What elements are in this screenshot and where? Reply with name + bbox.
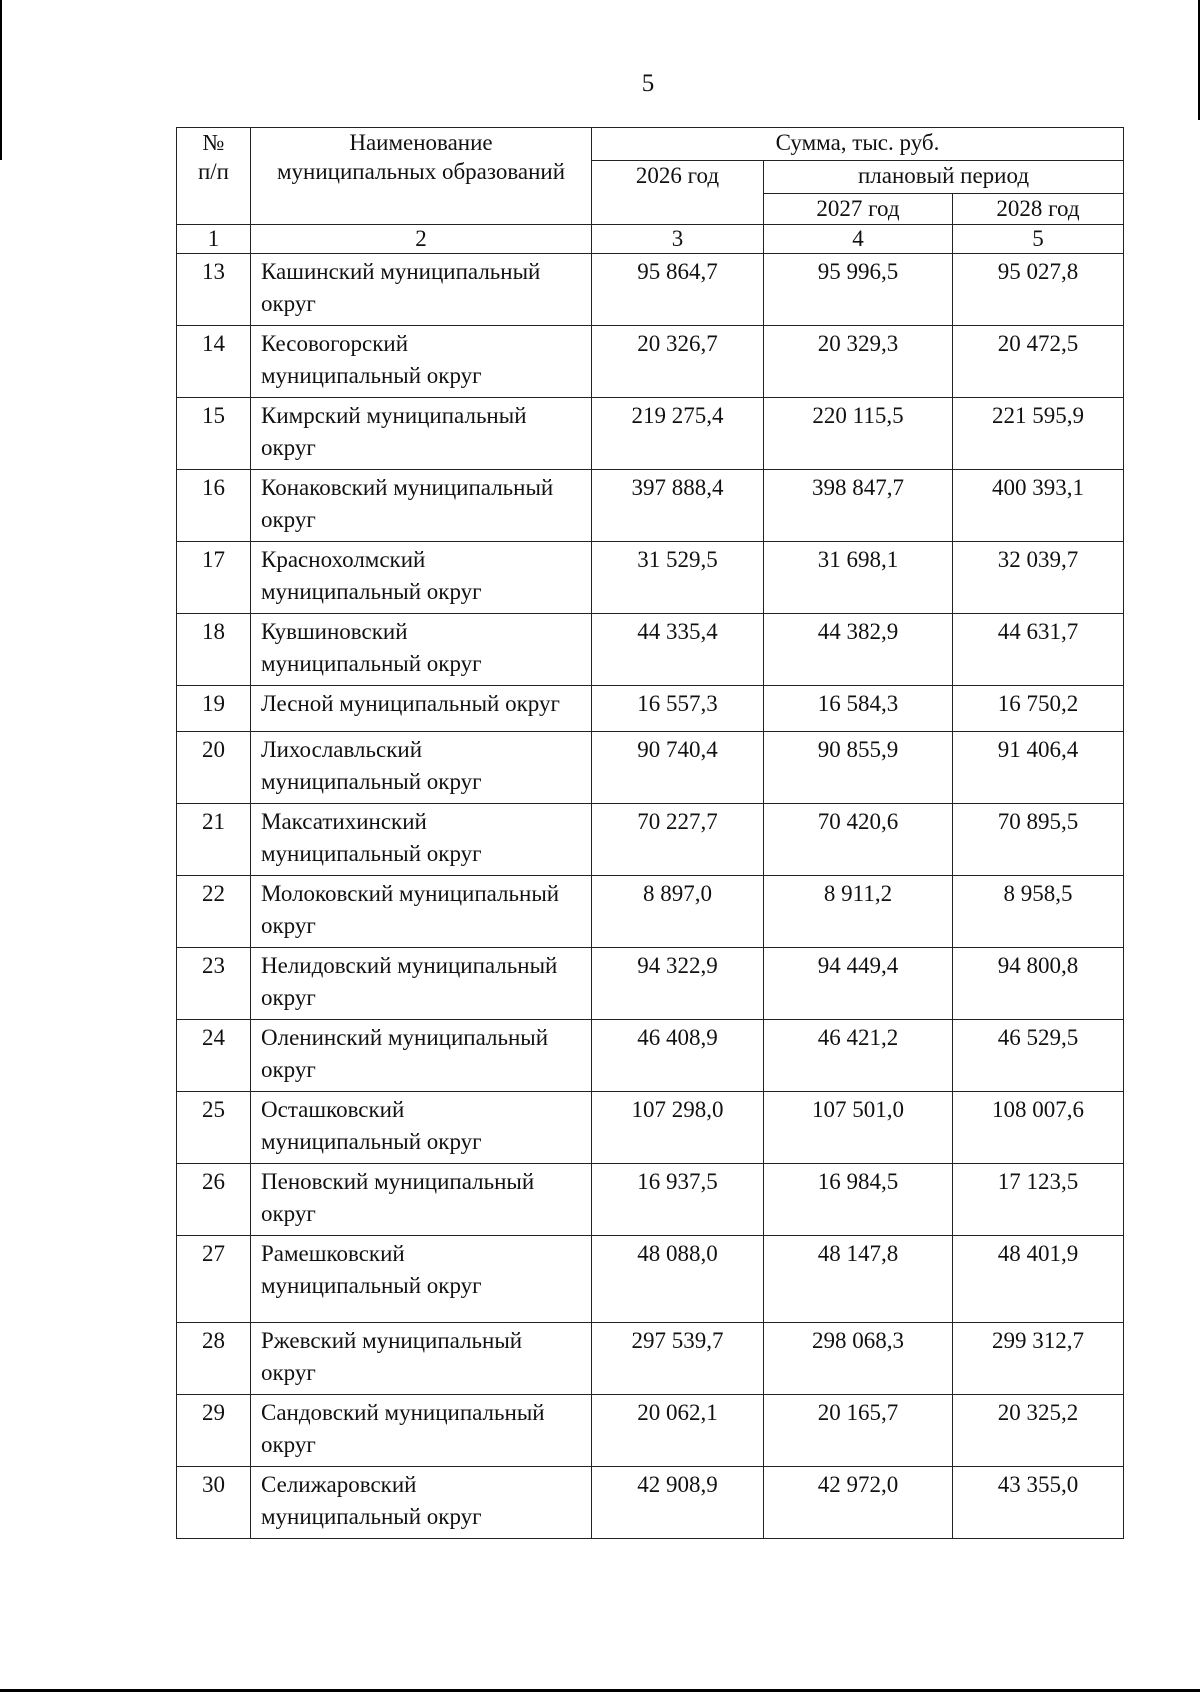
municipality-name-line2: муниципальный округ: [261, 579, 482, 604]
value-2027: 20 329,3: [764, 326, 953, 398]
municipality-name-line1: Конаковский муниципальный: [261, 475, 554, 500]
row-number: 17: [177, 542, 251, 614]
value-2028: 32 039,7: [953, 542, 1124, 614]
row-number: 15: [177, 398, 251, 470]
header-year-2028: 2028 год: [953, 194, 1124, 225]
municipality-name-line1: Пеновский муниципальный: [261, 1169, 535, 1194]
value-2028: 400 393,1: [953, 470, 1124, 542]
municipality-name-line2: муниципальный округ: [261, 1504, 482, 1529]
value-2027: 220 115,5: [764, 398, 953, 470]
municipality-name-line1: Молоковский муниципальный: [261, 881, 560, 906]
value-2028: 221 595,9: [953, 398, 1124, 470]
value-2026: 397 888,4: [592, 470, 764, 542]
value-2026: 8 897,0: [592, 876, 764, 948]
table-row: [177, 1020, 1124, 1092]
header-name-line2: муниципальных образований: [276, 159, 566, 184]
row-number: 27: [177, 1236, 251, 1323]
municipality-name: [251, 876, 592, 948]
municipality-name-line1: Кесовогорский: [261, 331, 409, 356]
value-2027: 48 147,8: [764, 1236, 953, 1323]
page-number: 5: [641, 70, 655, 97]
table-row: [177, 1092, 1124, 1164]
value-2027: 8 911,2: [764, 876, 953, 948]
value-2028: 8 958,5: [953, 876, 1124, 948]
value-2028: 48 401,9: [953, 1236, 1124, 1323]
value-2026: 107 298,0: [592, 1092, 764, 1164]
municipality-name: [251, 686, 592, 732]
column-index-row: [177, 225, 1124, 254]
table-row: [177, 1323, 1124, 1395]
value-2026: 42 908,9: [592, 1467, 764, 1539]
value-2026: 95 864,7: [592, 254, 764, 326]
header-year-2027: 2027 год: [764, 194, 953, 225]
municipality-name-line1: Нелидовский муниципальный: [261, 953, 558, 978]
table-row: [177, 614, 1124, 686]
municipality-name-line2: муниципальный округ: [261, 1273, 482, 1298]
row-number: 28: [177, 1323, 251, 1395]
row-number: 30: [177, 1467, 251, 1539]
municipality-name-line2: муниципальный округ: [261, 1129, 482, 1154]
table-body: [177, 254, 1124, 1539]
municipality-name: [251, 1164, 592, 1236]
municipality-name-line2: округ: [261, 1201, 316, 1226]
value-2027: 16 584,3: [764, 686, 953, 732]
table-row: [177, 1236, 1124, 1323]
table-row: [177, 686, 1124, 732]
header-name-line1: Наименование: [349, 130, 493, 155]
value-2027: 298 068,3: [764, 1323, 953, 1395]
row-number: 19: [177, 686, 251, 732]
value-2026: 16 937,5: [592, 1164, 764, 1236]
municipality-name-line1: Лихославльский: [261, 737, 423, 762]
table-row: [177, 1467, 1124, 1539]
value-2026: 48 088,0: [592, 1236, 764, 1323]
municipality-name-line1: Краснохолмский: [261, 547, 426, 572]
municipality-name-line1: Кувшиновский: [261, 619, 408, 644]
value-2028: 44 631,7: [953, 614, 1124, 686]
municipality-name-line2: округ: [261, 435, 316, 460]
municipality-name: [251, 804, 592, 876]
table-row: [177, 732, 1124, 804]
municipality-name-line1: Селижаровский: [261, 1472, 417, 1497]
row-number: 26: [177, 1164, 251, 1236]
table-row: [177, 254, 1124, 326]
column-index: 2: [251, 225, 592, 254]
row-number: 18: [177, 614, 251, 686]
value-2027: 16 984,5: [764, 1164, 953, 1236]
municipality-name-line2: муниципальный округ: [261, 651, 482, 676]
header-num: [177, 128, 251, 225]
value-2027: 398 847,7: [764, 470, 953, 542]
municipality-name: [251, 398, 592, 470]
municipality-name-line1: Кимрский муниципальный: [261, 403, 527, 428]
value-2028: 94 800,8: [953, 948, 1124, 1020]
municipality-name-line1: Кашинский муниципальный: [261, 259, 541, 284]
municipality-name: [251, 470, 592, 542]
value-2026: 90 740,4: [592, 732, 764, 804]
value-2027: 31 698,1: [764, 542, 953, 614]
column-index: 5: [953, 225, 1124, 254]
table-row: [177, 1395, 1124, 1467]
row-number: 16: [177, 470, 251, 542]
value-2026: 20 326,7: [592, 326, 764, 398]
municipality-name-line2: округ: [261, 291, 316, 316]
municipality-name-line2: муниципальный округ: [261, 363, 482, 388]
value-2028: 91 406,4: [953, 732, 1124, 804]
value-2028: 16 750,2: [953, 686, 1124, 732]
municipality-name: [251, 1467, 592, 1539]
municipality-name-line1: Максатихинский: [261, 809, 427, 834]
header-num-line2: п/п: [197, 159, 229, 184]
row-number: 13: [177, 254, 251, 326]
header-year-2026: 2026 год: [592, 161, 764, 225]
value-2027: 46 421,2: [764, 1020, 953, 1092]
value-2028: 95 027,8: [953, 254, 1124, 326]
value-2027: 42 972,0: [764, 1467, 953, 1539]
row-number: 25: [177, 1092, 251, 1164]
row-number: 22: [177, 876, 251, 948]
table-row: [177, 1164, 1124, 1236]
municipality-name-line1: Сандовский муниципальный: [261, 1400, 545, 1425]
table-row: [177, 804, 1124, 876]
municipality-name: [251, 948, 592, 1020]
municipality-name-line2: округ: [261, 1057, 316, 1082]
table-row: [177, 876, 1124, 948]
municipality-name-line2: округ: [261, 507, 316, 532]
value-2027: 94 449,4: [764, 948, 953, 1020]
municipality-name: [251, 254, 592, 326]
value-2027: 44 382,9: [764, 614, 953, 686]
municipality-name: [251, 1323, 592, 1395]
value-2026: 46 408,9: [592, 1020, 764, 1092]
value-2028: 108 007,6: [953, 1092, 1124, 1164]
row-number: 23: [177, 948, 251, 1020]
header-sum: Сумма, тыс. руб.: [592, 128, 1124, 161]
municipality-name: [251, 1395, 592, 1467]
value-2027: 90 855,9: [764, 732, 953, 804]
value-2027: 20 165,7: [764, 1395, 953, 1467]
row-number: 20: [177, 732, 251, 804]
column-index: 4: [764, 225, 953, 254]
value-2026: 70 227,7: [592, 804, 764, 876]
value-2028: 17 123,5: [953, 1164, 1124, 1236]
row-number: 21: [177, 804, 251, 876]
column-index: 1: [177, 225, 251, 254]
row-number: 24: [177, 1020, 251, 1092]
value-2028: 20 325,2: [953, 1395, 1124, 1467]
municipality-name-line2: округ: [261, 985, 316, 1010]
row-number: 14: [177, 326, 251, 398]
municipality-name-line1: Рамешковский: [261, 1241, 405, 1266]
table-header: [177, 128, 1124, 254]
municipality-name-line2: округ: [261, 1432, 316, 1457]
municipality-name-line2: муниципальный округ: [261, 769, 482, 794]
value-2028: 299 312,7: [953, 1323, 1124, 1395]
value-2026: 297 539,7: [592, 1323, 764, 1395]
municipality-name: [251, 1092, 592, 1164]
value-2028: 20 472,5: [953, 326, 1124, 398]
budget-table: [176, 127, 1124, 1539]
table-row: [177, 326, 1124, 398]
value-2026: 16 557,3: [592, 686, 764, 732]
table-row: [177, 542, 1124, 614]
value-2028: 43 355,0: [953, 1467, 1124, 1539]
header-planning-period: плановый период: [764, 161, 1124, 194]
value-2028: 70 895,5: [953, 804, 1124, 876]
municipality-name: [251, 1236, 592, 1323]
municipality-name: [251, 542, 592, 614]
municipality-name-line2: муниципальный округ: [261, 841, 482, 866]
value-2026: 44 335,4: [592, 614, 764, 686]
municipality-name-line1: Лесной муниципальный округ: [261, 691, 560, 716]
value-2027: 70 420,6: [764, 804, 953, 876]
municipality-name: [251, 326, 592, 398]
value-2026: 31 529,5: [592, 542, 764, 614]
municipality-name-line1: Оленинский муниципальный: [261, 1025, 549, 1050]
municipality-name-line1: Осташковский: [261, 1097, 405, 1122]
municipality-name: [251, 614, 592, 686]
municipality-name-line1: Ржевский муниципальный: [261, 1328, 523, 1353]
municipality-name-line2: округ: [261, 1360, 316, 1385]
column-index: 3: [592, 225, 764, 254]
value-2026: 94 322,9: [592, 948, 764, 1020]
value-2027: 107 501,0: [764, 1092, 953, 1164]
header-num-line1: №: [202, 130, 225, 155]
table-row: [177, 948, 1124, 1020]
municipality-name: [251, 1020, 592, 1092]
municipality-name-line2: округ: [261, 913, 316, 938]
header-name: [251, 128, 592, 225]
row-number: 29: [177, 1395, 251, 1467]
value-2028: 46 529,5: [953, 1020, 1124, 1092]
table-row: [177, 398, 1124, 470]
value-2026: 20 062,1: [592, 1395, 764, 1467]
municipality-name: [251, 732, 592, 804]
value-2027: 95 996,5: [764, 254, 953, 326]
table-row: [177, 470, 1124, 542]
value-2026: 219 275,4: [592, 398, 764, 470]
